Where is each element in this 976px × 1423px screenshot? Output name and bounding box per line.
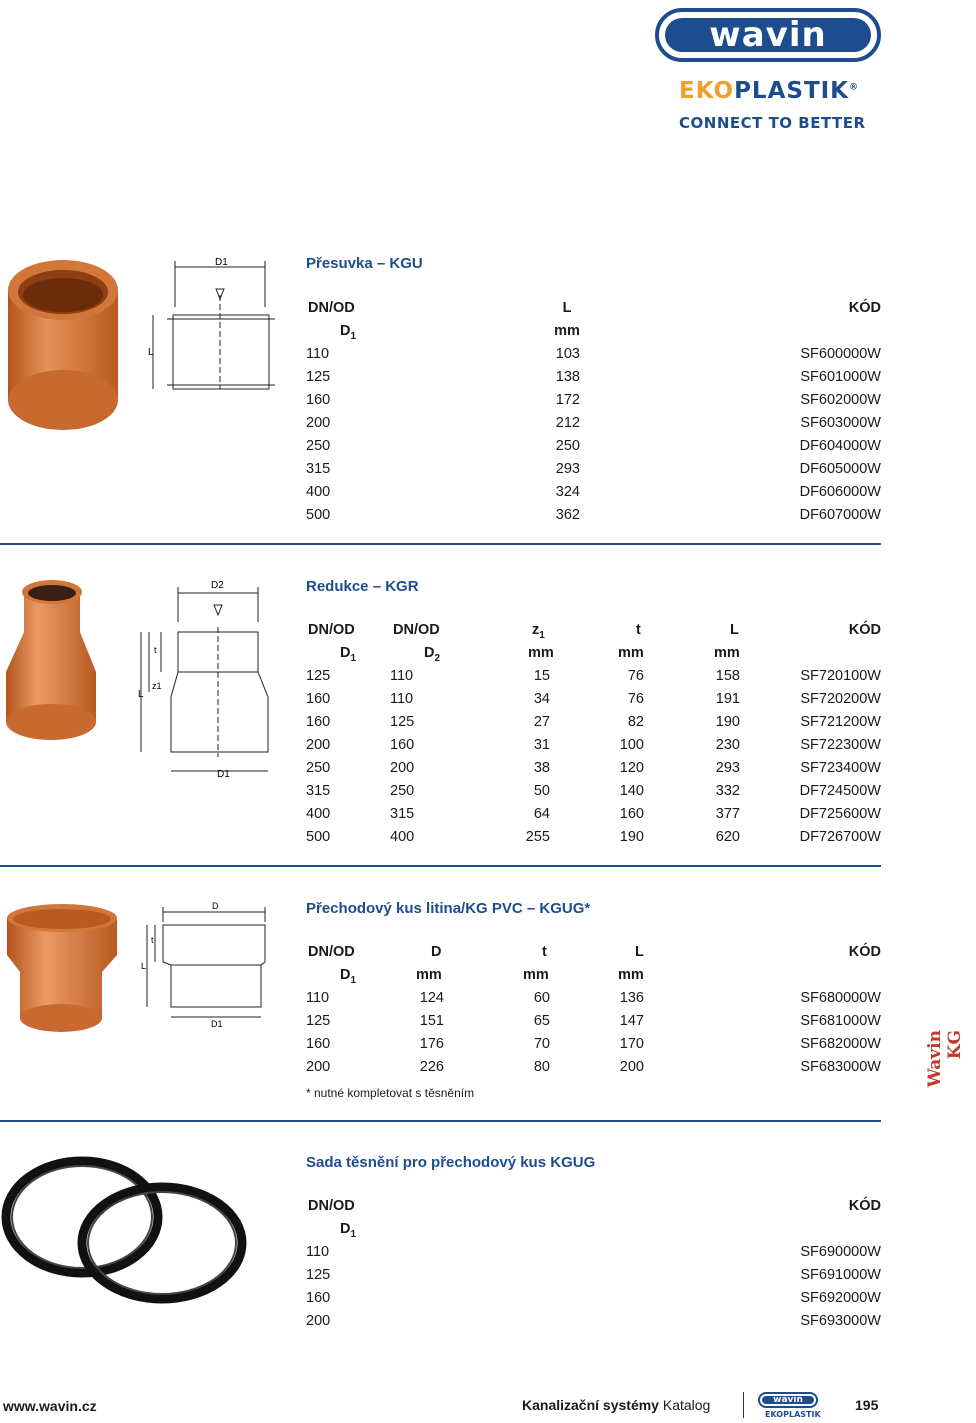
table-seal bbox=[306, 1198, 881, 1336]
table-cell: SF683000W bbox=[800, 1059, 881, 1075]
table-cell: 125 bbox=[390, 714, 415, 730]
table-cell: 70 bbox=[533, 1036, 550, 1052]
col-dnod: DN/OD bbox=[308, 1198, 355, 1214]
kgr-drawing-l: L bbox=[138, 689, 144, 700]
table-cell: 200 bbox=[306, 1313, 331, 1329]
kgr-pipe-image bbox=[2, 577, 100, 742]
table-cell: 200 bbox=[390, 760, 415, 776]
table-cell: 250 bbox=[306, 438, 331, 454]
footer-catalog-rest: Katalog bbox=[658, 1397, 711, 1413]
kgr-drawing-z1: z1 bbox=[152, 681, 162, 691]
table-row bbox=[306, 668, 881, 691]
table-cell: 293 bbox=[555, 461, 580, 477]
table-row bbox=[306, 1290, 881, 1313]
kgug-drawing-d1: D1 bbox=[211, 1019, 223, 1029]
col-kod: KÓD bbox=[848, 622, 881, 638]
table-cell: 160 bbox=[619, 806, 644, 822]
ekoplastik-logo-plastik: PLASTIK bbox=[734, 78, 850, 104]
table-cell: 250 bbox=[306, 760, 331, 776]
footer-logo-word: wavin bbox=[762, 1396, 814, 1404]
tagline: CONNECT TO BETTER bbox=[679, 114, 866, 132]
sub-d: D bbox=[340, 323, 351, 339]
wavin-logo bbox=[655, 8, 881, 62]
table-cell: SF600000W bbox=[800, 346, 881, 362]
table-cell: SF602000W bbox=[800, 392, 881, 408]
sub-d1: D bbox=[340, 645, 351, 661]
table-cell: 315 bbox=[306, 783, 331, 799]
table-cell: SF723400W bbox=[800, 760, 881, 776]
table-cell: 76 bbox=[627, 691, 644, 707]
table-cell: 332 bbox=[715, 783, 740, 799]
table-cell: SF680000W bbox=[800, 990, 881, 1006]
col-dnod-2: DN/OD bbox=[393, 622, 440, 638]
table-cell: 190 bbox=[619, 829, 644, 845]
table-cell: 38 bbox=[533, 760, 550, 776]
kgr-technical-drawing bbox=[133, 577, 278, 782]
table-cell: SF692000W bbox=[800, 1290, 881, 1306]
table-cell: 120 bbox=[619, 760, 644, 776]
table-cell: DF604000W bbox=[799, 438, 881, 454]
table-row bbox=[306, 737, 881, 760]
table-row bbox=[306, 990, 881, 1013]
section-title-kgug: Přechodový kus litina/KG PVC – KGUG* bbox=[306, 900, 591, 917]
table-row bbox=[306, 760, 881, 783]
table-cell: 200 bbox=[306, 415, 331, 431]
sub-d1: D bbox=[340, 967, 351, 983]
table-kgr bbox=[306, 622, 881, 852]
table-header-row bbox=[306, 944, 881, 967]
table-row bbox=[306, 806, 881, 829]
sub-d2-index: 2 bbox=[434, 653, 441, 664]
table-row bbox=[306, 346, 881, 369]
col-l: L bbox=[562, 300, 572, 316]
table-row bbox=[306, 484, 881, 507]
table-row bbox=[306, 714, 881, 737]
table-header-row bbox=[306, 622, 881, 645]
table-subheader-row bbox=[306, 645, 881, 668]
table-row bbox=[306, 691, 881, 714]
sub-mm-l: mm bbox=[714, 645, 740, 661]
table-cell: SF691000W bbox=[800, 1267, 881, 1283]
table-cell: 100 bbox=[619, 737, 644, 753]
col-dnod: DN/OD bbox=[308, 300, 355, 316]
section-divider bbox=[0, 1120, 881, 1122]
sub-mm-l: mm bbox=[618, 967, 644, 983]
footer-wavin-logo bbox=[758, 1392, 818, 1408]
footer-ekoplastik-logo: EKOPLASTIK bbox=[765, 1410, 821, 1419]
side-label-kg: KG bbox=[945, 1030, 965, 1060]
table-cell: 65 bbox=[533, 1013, 550, 1029]
kgu-pipe-image bbox=[2, 255, 127, 433]
table-cell: 377 bbox=[715, 806, 740, 822]
table-cell: 200 bbox=[306, 737, 331, 753]
table-row bbox=[306, 1267, 881, 1290]
table-row bbox=[306, 369, 881, 392]
table-cell: 160 bbox=[306, 1290, 331, 1306]
ekoplastik-logo-eko: EKO bbox=[679, 78, 735, 104]
col-kod: KÓD bbox=[848, 944, 881, 960]
table-row bbox=[306, 1244, 881, 1267]
table-subheader-row bbox=[306, 323, 881, 346]
table-cell: 190 bbox=[715, 714, 740, 730]
side-label-wavin: Wavin bbox=[925, 1030, 945, 1088]
table-cell: DF726700W bbox=[799, 829, 881, 845]
table-cell: 125 bbox=[306, 668, 331, 684]
side-label-kg-wrap bbox=[946, 1030, 976, 1059]
table-cell: 250 bbox=[555, 438, 580, 454]
table-row bbox=[306, 392, 881, 415]
table-cell: 82 bbox=[627, 714, 644, 730]
table-cell: 151 bbox=[419, 1013, 444, 1029]
table-cell: 125 bbox=[306, 1267, 331, 1283]
table-header-row bbox=[306, 1198, 881, 1221]
table-cell: 400 bbox=[390, 829, 415, 845]
table-cell: 147 bbox=[619, 1013, 644, 1029]
table-cell: 124 bbox=[419, 990, 444, 1006]
table-cell: 136 bbox=[619, 990, 644, 1006]
section-title-kgr: Redukce – KGR bbox=[306, 578, 419, 595]
table-cell: 255 bbox=[525, 829, 550, 845]
table-cell: 27 bbox=[533, 714, 550, 730]
ekoplastik-logo bbox=[679, 78, 859, 104]
table-cell: 110 bbox=[390, 691, 414, 707]
table-cell: SF690000W bbox=[800, 1244, 881, 1260]
section-divider bbox=[0, 865, 881, 867]
table-cell: 50 bbox=[533, 783, 550, 799]
col-t: t bbox=[542, 944, 547, 960]
kgr-drawing-d2: D2 bbox=[211, 580, 224, 591]
table-cell: 110 bbox=[306, 346, 330, 362]
table-cell: 315 bbox=[390, 806, 415, 822]
table-kgug bbox=[306, 944, 881, 1082]
table-row bbox=[306, 1313, 881, 1336]
wavin-logo-word: wavin bbox=[665, 18, 871, 52]
table-cell: 60 bbox=[533, 990, 550, 1006]
table-cell: 230 bbox=[715, 737, 740, 753]
col-kod: KÓD bbox=[848, 1198, 881, 1214]
kgug-drawing-d: D bbox=[212, 901, 219, 911]
table-row bbox=[306, 415, 881, 438]
footnote: * nutné kompletovat s těsněním bbox=[306, 1086, 475, 1100]
footer-catalog-bold: Kanalizační systémy bbox=[522, 1397, 659, 1413]
table-cell: 500 bbox=[306, 507, 331, 523]
kgr-drawing-d1: D1 bbox=[217, 769, 230, 780]
table-row bbox=[306, 461, 881, 484]
section-title-kgu: Přesuvka – KGU bbox=[306, 255, 423, 272]
sub-mm-z: mm bbox=[528, 645, 554, 661]
sub-mm-d: mm bbox=[416, 967, 442, 983]
col-l: L bbox=[635, 944, 644, 960]
table-cell: 160 bbox=[306, 714, 331, 730]
table-cell: 138 bbox=[555, 369, 580, 385]
table-cell: DF607000W bbox=[799, 507, 881, 523]
table-header-row bbox=[306, 300, 881, 323]
sub-d-index: 1 bbox=[350, 331, 357, 342]
sub-d2: D bbox=[424, 645, 435, 661]
table-cell: DF605000W bbox=[799, 461, 881, 477]
table-cell: 250 bbox=[390, 783, 415, 799]
table-cell: 315 bbox=[306, 461, 331, 477]
table-row bbox=[306, 507, 881, 530]
table-cell: 362 bbox=[555, 507, 580, 523]
table-cell: DF725600W bbox=[799, 806, 881, 822]
kgug-drawing-l: L bbox=[141, 961, 147, 971]
table-cell: 226 bbox=[419, 1059, 444, 1075]
table-cell: SF603000W bbox=[800, 415, 881, 431]
table-cell: SF681000W bbox=[800, 1013, 881, 1029]
kgug-technical-drawing bbox=[133, 897, 278, 1037]
table-cell: 160 bbox=[306, 1036, 331, 1052]
table-cell: 293 bbox=[715, 760, 740, 776]
table-cell: SF682000W bbox=[800, 1036, 881, 1052]
table-row bbox=[306, 438, 881, 461]
table-cell: 158 bbox=[715, 668, 740, 684]
sub-mm: mm bbox=[554, 323, 580, 339]
table-cell: 200 bbox=[306, 1059, 331, 1075]
col-z-index: 1 bbox=[539, 630, 545, 641]
col-dnod: DN/OD bbox=[308, 944, 355, 960]
table-cell: 125 bbox=[306, 369, 331, 385]
table-cell: DF606000W bbox=[799, 484, 881, 500]
table-cell: 110 bbox=[390, 668, 414, 684]
table-cell: 212 bbox=[555, 415, 580, 431]
table-cell: 76 bbox=[627, 668, 644, 684]
table-cell: 103 bbox=[555, 346, 580, 362]
table-cell: 160 bbox=[306, 691, 331, 707]
col-kod: KÓD bbox=[848, 300, 881, 316]
table-cell: SF720200W bbox=[800, 691, 881, 707]
table-cell: 64 bbox=[533, 806, 550, 822]
kgug-pipe-image bbox=[2, 900, 122, 1035]
col-d: D bbox=[431, 944, 442, 960]
table-row bbox=[306, 1059, 881, 1082]
table-cell: 160 bbox=[390, 737, 415, 753]
footer-separator bbox=[743, 1392, 744, 1418]
table-cell: SF720100W bbox=[800, 668, 881, 684]
table-row bbox=[306, 1036, 881, 1059]
table-cell: 191 bbox=[715, 691, 740, 707]
table-cell: DF724500W bbox=[799, 783, 881, 799]
col-t: t bbox=[636, 622, 641, 638]
table-cell: 176 bbox=[419, 1036, 444, 1052]
table-cell: 200 bbox=[619, 1059, 644, 1075]
table-cell: 172 bbox=[555, 392, 580, 408]
table-subheader-row bbox=[306, 967, 881, 990]
footer-url[interactable]: www.wavin.cz bbox=[3, 1398, 97, 1414]
table-cell: SF601000W bbox=[800, 369, 881, 385]
table-row bbox=[306, 829, 881, 852]
sub-d1-index: 1 bbox=[350, 975, 357, 986]
registered-mark: ® bbox=[849, 82, 860, 93]
kgu-drawing-l: L bbox=[148, 347, 154, 358]
table-cell: SF722300W bbox=[800, 737, 881, 753]
sub-mm-t: mm bbox=[523, 967, 549, 983]
sub-d1-index: 1 bbox=[350, 653, 357, 664]
footer-catalog bbox=[522, 1397, 710, 1413]
col-dnod-1: DN/OD bbox=[308, 622, 355, 638]
table-cell: 400 bbox=[306, 806, 331, 822]
kgu-drawing-d1: D1 bbox=[215, 257, 228, 268]
page-number: 195 bbox=[855, 1397, 879, 1413]
table-cell: 110 bbox=[306, 990, 330, 1006]
kgug-drawing-t: t bbox=[151, 935, 154, 945]
col-l: L bbox=[730, 622, 739, 638]
table-cell: 160 bbox=[306, 392, 331, 408]
col-z: z bbox=[532, 622, 540, 638]
table-cell: 80 bbox=[533, 1059, 550, 1075]
table-cell: 500 bbox=[306, 829, 331, 845]
seal-rings-image bbox=[2, 1155, 252, 1305]
kgu-technical-drawing bbox=[145, 255, 275, 395]
table-subheader-row bbox=[306, 1221, 881, 1244]
table-cell: 170 bbox=[619, 1036, 644, 1052]
table-cell: 140 bbox=[619, 783, 644, 799]
section-divider bbox=[0, 543, 881, 545]
table-cell: 620 bbox=[715, 829, 740, 845]
table-cell: 34 bbox=[533, 691, 550, 707]
sub-d1: D bbox=[340, 1221, 351, 1237]
kgr-drawing-t: t bbox=[154, 645, 157, 655]
section-title-seal: Sada těsnění pro přechodový kus KGUG bbox=[306, 1154, 596, 1171]
table-kgu bbox=[306, 300, 881, 530]
table-row bbox=[306, 783, 881, 806]
sub-mm-t: mm bbox=[618, 645, 644, 661]
table-cell: 400 bbox=[306, 484, 331, 500]
table-cell: SF721200W bbox=[800, 714, 881, 730]
table-cell: 324 bbox=[555, 484, 580, 500]
table-cell: 125 bbox=[306, 1013, 331, 1029]
table-cell: SF693000W bbox=[800, 1313, 881, 1329]
table-cell: 110 bbox=[306, 1244, 330, 1260]
sub-d1-index: 1 bbox=[350, 1229, 357, 1240]
table-row bbox=[306, 1013, 881, 1036]
table-cell: 31 bbox=[533, 737, 550, 753]
table-cell: 15 bbox=[533, 668, 550, 684]
